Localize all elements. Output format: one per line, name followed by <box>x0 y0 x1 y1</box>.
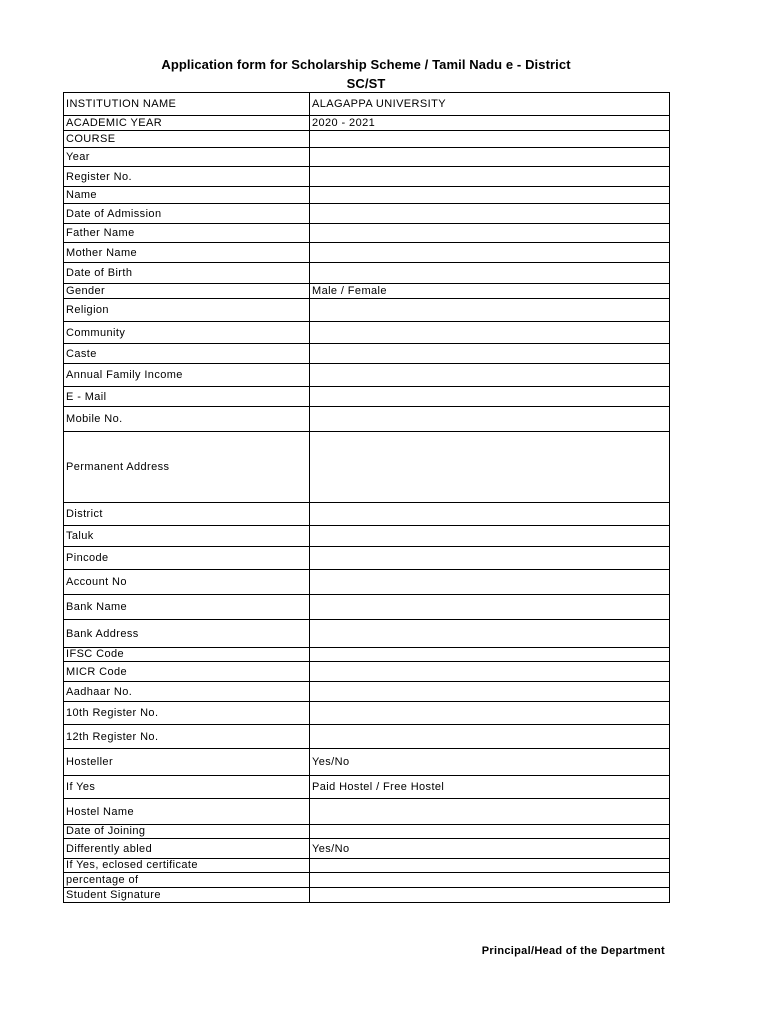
field-label: Religion <box>64 299 310 322</box>
field-label: INSTITUTION NAME <box>64 93 310 116</box>
form-row <box>64 243 670 263</box>
form-row <box>64 620 670 648</box>
form-row <box>64 825 670 839</box>
field-label: Date of Admission <box>64 204 310 224</box>
field-value[interactable] <box>310 148 670 167</box>
field-value[interactable] <box>310 888 670 903</box>
field-value[interactable] <box>310 204 670 224</box>
form-row <box>64 503 670 526</box>
field-label: Mother Name <box>64 243 310 263</box>
field-value[interactable] <box>310 620 670 648</box>
field-value[interactable] <box>310 595 670 620</box>
field-value[interactable] <box>310 263 670 284</box>
field-label: Aadhaar No. <box>64 682 310 702</box>
form-row <box>64 131 670 148</box>
field-value[interactable]: Male / Female <box>310 284 670 299</box>
form-row <box>64 662 670 682</box>
form-row <box>64 224 670 243</box>
form-row <box>64 284 670 299</box>
field-label: E - Mail <box>64 387 310 407</box>
field-label: Gender <box>64 284 310 299</box>
form-row <box>64 116 670 131</box>
form-row <box>64 749 670 776</box>
form-row <box>64 187 670 204</box>
field-value[interactable] <box>310 387 670 407</box>
form-row <box>64 682 670 702</box>
field-value[interactable] <box>310 526 670 547</box>
field-label: Hosteller <box>64 749 310 776</box>
form-row <box>64 526 670 547</box>
form-row <box>64 888 670 903</box>
field-label: Year <box>64 148 310 167</box>
field-label: District <box>64 503 310 526</box>
field-label: Father Name <box>64 224 310 243</box>
form-row <box>64 595 670 620</box>
field-label: MICR Code <box>64 662 310 682</box>
field-value[interactable] <box>310 224 670 243</box>
field-value[interactable]: Yes/No <box>310 749 670 776</box>
form-row <box>64 93 670 116</box>
form-row <box>64 167 670 187</box>
principal-signature-label: Principal/Head of the Department <box>481 945 665 957</box>
field-label: Register No. <box>64 167 310 187</box>
field-label: If Yes, eclosed certificate <box>64 859 310 873</box>
form-row <box>64 702 670 725</box>
form-row <box>64 873 670 888</box>
field-label: Account No <box>64 570 310 595</box>
field-label: If Yes <box>64 776 310 799</box>
field-value[interactable] <box>310 859 670 873</box>
form-row <box>64 859 670 873</box>
field-value[interactable]: ALAGAPPA UNIVERSITY <box>310 93 670 116</box>
field-label: Name <box>64 187 310 204</box>
field-value[interactable] <box>310 407 670 432</box>
field-label: Bank Name <box>64 595 310 620</box>
field-label: COURSE <box>64 131 310 148</box>
field-label: Student Signature <box>64 888 310 903</box>
form-row <box>64 204 670 224</box>
field-value[interactable] <box>310 503 670 526</box>
field-value[interactable] <box>310 167 670 187</box>
field-label: Taluk <box>64 526 310 547</box>
form-row <box>64 148 670 167</box>
form-subtitle: SC/ST <box>346 76 386 91</box>
form-row <box>64 322 670 344</box>
field-value[interactable] <box>310 682 670 702</box>
field-value[interactable] <box>310 432 670 503</box>
field-value[interactable] <box>310 648 670 662</box>
field-label: Bank Address <box>64 620 310 648</box>
field-value[interactable]: Yes/No <box>310 839 670 859</box>
field-label: Hostel Name <box>64 799 310 825</box>
field-label: percentage of <box>64 873 310 888</box>
form-row <box>64 364 670 387</box>
field-label: Date of Birth <box>64 263 310 284</box>
form-row <box>64 799 670 825</box>
field-label: Caste <box>64 344 310 364</box>
field-value[interactable] <box>310 243 670 263</box>
field-value[interactable] <box>310 725 670 749</box>
field-label: Permanent Address <box>64 432 310 503</box>
field-value[interactable] <box>310 873 670 888</box>
field-label: Mobile No. <box>64 407 310 432</box>
field-label: ACADEMIC YEAR <box>64 116 310 131</box>
form-row <box>64 263 670 284</box>
form-row <box>64 432 670 503</box>
application-form-table <box>63 92 670 903</box>
form-row <box>64 547 670 570</box>
field-label: Community <box>64 322 310 344</box>
field-label: Annual Family Income <box>64 364 310 387</box>
field-value[interactable] <box>310 547 670 570</box>
form-row <box>64 407 670 432</box>
field-value[interactable] <box>310 702 670 725</box>
field-label: 10th Register No. <box>64 702 310 725</box>
field-value[interactable] <box>310 131 670 148</box>
field-value[interactable] <box>310 187 670 204</box>
form-row <box>64 299 670 322</box>
field-label: Pincode <box>64 547 310 570</box>
form-row <box>64 344 670 364</box>
field-value[interactable] <box>310 322 670 344</box>
field-value[interactable] <box>310 570 670 595</box>
form-row <box>64 570 670 595</box>
field-value[interactable] <box>310 662 670 682</box>
form-title: Application form for Scholarship Scheme / Tamil Nadu e - District <box>161 57 571 72</box>
form-row <box>64 776 670 799</box>
field-value[interactable] <box>310 364 670 387</box>
field-value[interactable] <box>310 299 670 322</box>
field-label: Date of Joining <box>64 825 310 839</box>
field-value[interactable] <box>310 825 670 839</box>
field-value[interactable] <box>310 344 670 364</box>
form-row <box>64 725 670 749</box>
field-value[interactable] <box>310 799 670 825</box>
form-row <box>64 387 670 407</box>
form-row <box>64 839 670 859</box>
field-value[interactable]: 2020 - 2021 <box>310 116 670 131</box>
field-value[interactable]: Paid Hostel / Free Hostel <box>310 776 670 799</box>
field-label: Differently abled <box>64 839 310 859</box>
field-label: IFSC Code <box>64 648 310 662</box>
field-label: 12th Register No. <box>64 725 310 749</box>
form-row <box>64 648 670 662</box>
